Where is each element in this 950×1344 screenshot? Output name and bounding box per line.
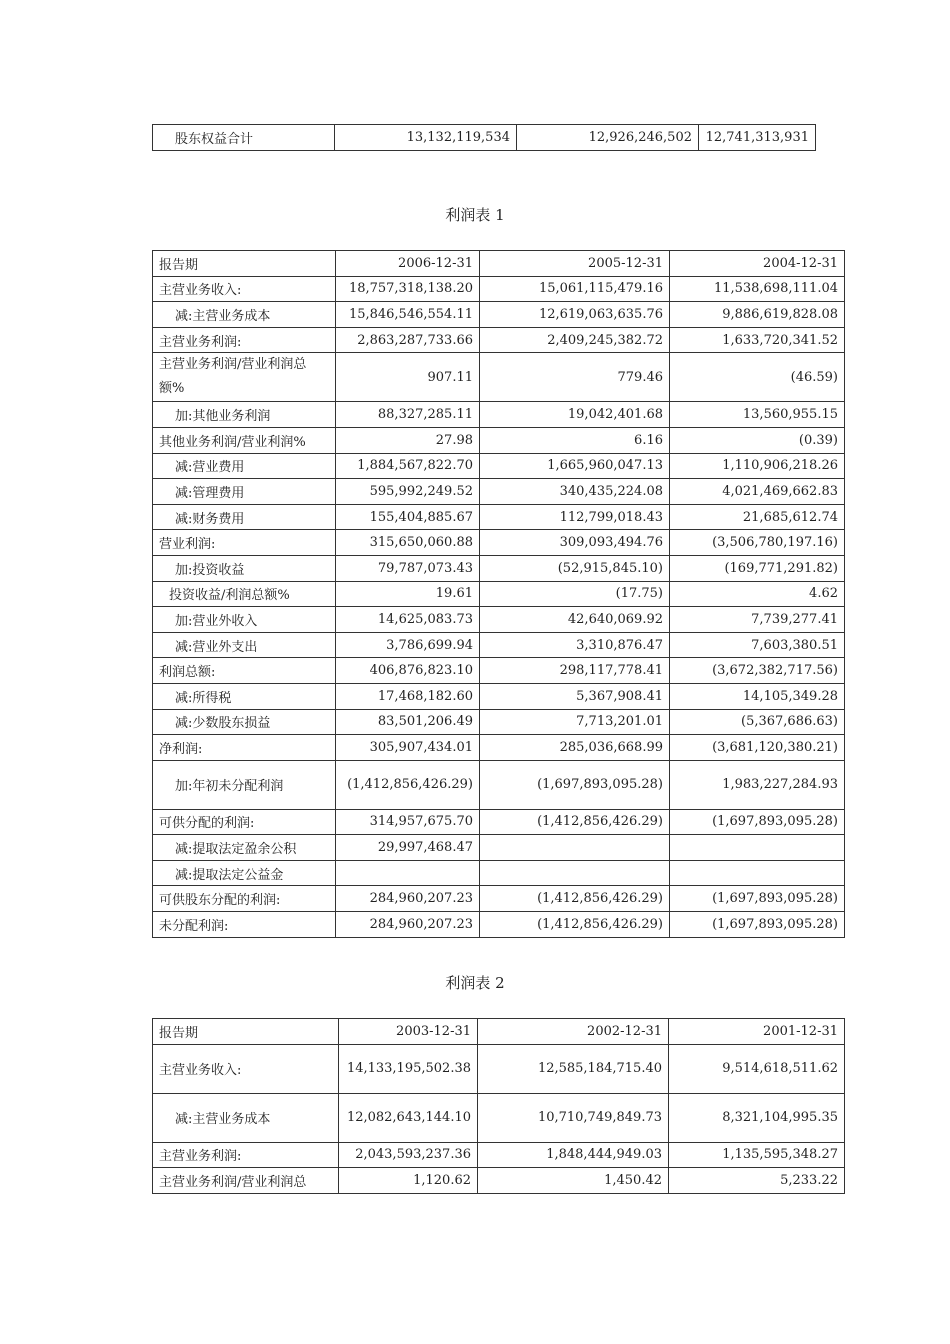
cell-value: 42,640,069.92 bbox=[480, 607, 670, 633]
cell-value: 15,061,115,479.16 bbox=[480, 276, 670, 302]
cell-value: 19.61 bbox=[336, 581, 480, 607]
cell-value: 14,133,195,502.38 bbox=[339, 1044, 478, 1093]
cell-value: 7,713,201.01 bbox=[480, 709, 670, 735]
cell-value: 779.46 bbox=[480, 353, 670, 402]
cell-value: 14,625,083.73 bbox=[336, 607, 480, 633]
cell-value: (52,915,845.10) bbox=[480, 555, 670, 581]
cell-value: 1,983,227,284.93 bbox=[670, 760, 845, 809]
income-table-1 bbox=[152, 250, 845, 938]
cell-value: 88,327,285.11 bbox=[336, 402, 480, 428]
table-row bbox=[153, 1093, 845, 1142]
header-label: 报告期 bbox=[153, 1019, 339, 1045]
table-row bbox=[153, 912, 845, 938]
cell-value bbox=[480, 835, 670, 861]
cell-value: 79,787,073.43 bbox=[336, 555, 480, 581]
table-row bbox=[153, 709, 845, 735]
cell-value: 340,435,224.08 bbox=[480, 479, 670, 505]
header-date: 2005-12-31 bbox=[480, 251, 670, 277]
row-label: 加:投资收益 bbox=[153, 555, 336, 581]
cell-value: (1,697,893,095.28) bbox=[670, 912, 845, 938]
cell-value: 1,633,720,341.52 bbox=[670, 327, 845, 353]
row-label: 加:其他业务利润 bbox=[153, 402, 336, 428]
row-label: 投资收益/利润总额% bbox=[153, 581, 336, 607]
header-date: 2001-12-31 bbox=[669, 1019, 845, 1045]
cell-value: 907.11 bbox=[336, 353, 480, 402]
row-label: 其他业务利润/营业利润% bbox=[153, 427, 336, 453]
cell-value: (46.59) bbox=[670, 353, 845, 402]
row-label: 减:营业费用 bbox=[153, 453, 336, 479]
table-row bbox=[153, 658, 845, 684]
cell-value: 284,960,207.23 bbox=[336, 912, 480, 938]
table-row bbox=[153, 555, 845, 581]
table-row bbox=[153, 327, 845, 353]
row-label: 减:管理费用 bbox=[153, 479, 336, 505]
row-label: 主营业务收入: bbox=[153, 276, 336, 302]
cell-value: 9,514,618,511.62 bbox=[669, 1044, 845, 1093]
cell-value: (169,771,291.82) bbox=[670, 555, 845, 581]
cell-value: 18,757,318,138.20 bbox=[336, 276, 480, 302]
cell-value: 6.16 bbox=[480, 427, 670, 453]
cell-value: 315,650,060.88 bbox=[336, 530, 480, 556]
table-row bbox=[153, 632, 845, 658]
row-label: 营业利润: bbox=[153, 530, 336, 556]
cell-value bbox=[670, 860, 845, 886]
table-row bbox=[153, 581, 845, 607]
cell-value: (3,506,780,197.16) bbox=[670, 530, 845, 556]
cell-value: 29,997,468.47 bbox=[336, 835, 480, 861]
cell-value: (1,412,856,426.29) bbox=[480, 886, 670, 912]
cell-value bbox=[670, 835, 845, 861]
cell-value: 21,685,612.74 bbox=[670, 504, 845, 530]
row-label: 股东权益合计 bbox=[153, 125, 335, 151]
cell-value: 1,135,595,348.27 bbox=[669, 1142, 845, 1168]
row-label: 主营业务收入: bbox=[153, 1044, 339, 1093]
cell-value: 5,367,908.41 bbox=[480, 683, 670, 709]
table-row bbox=[153, 809, 845, 835]
cell-value: (17.75) bbox=[480, 581, 670, 607]
cell-value: (3,672,382,717.56) bbox=[670, 658, 845, 684]
cell-value: (3,681,120,380.21) bbox=[670, 735, 845, 761]
cell-value: 12,741,313,931 bbox=[699, 125, 816, 151]
cell-value: (0.39) bbox=[670, 427, 845, 453]
table-row bbox=[153, 453, 845, 479]
table-row bbox=[153, 353, 845, 402]
cell-value: 17,468,182.60 bbox=[336, 683, 480, 709]
table-row bbox=[153, 125, 816, 151]
cell-value: 2,409,245,382.72 bbox=[480, 327, 670, 353]
cell-value: 8,321,104,995.35 bbox=[669, 1093, 845, 1142]
cell-value: (1,412,856,426.29) bbox=[480, 912, 670, 938]
table-row bbox=[153, 302, 845, 328]
row-label: 未分配利润: bbox=[153, 912, 336, 938]
cell-value bbox=[480, 860, 670, 886]
cell-value: 27.98 bbox=[336, 427, 480, 453]
cell-value: 14,105,349.28 bbox=[670, 683, 845, 709]
row-label: 主营业务利润: bbox=[153, 1142, 339, 1168]
header-date: 2003-12-31 bbox=[339, 1019, 478, 1045]
row-label: 可供分配的利润: bbox=[153, 809, 336, 835]
cell-value: 314,957,675.70 bbox=[336, 809, 480, 835]
cell-value: 406,876,823.10 bbox=[336, 658, 480, 684]
table-row bbox=[153, 886, 845, 912]
cell-value: 298,117,778.41 bbox=[480, 658, 670, 684]
cell-value: 13,132,119,534 bbox=[335, 125, 517, 151]
header-label: 报告期 bbox=[153, 251, 336, 277]
row-label: 减:所得税 bbox=[153, 683, 336, 709]
cell-value: 1,884,567,822.70 bbox=[336, 453, 480, 479]
cell-value: 10,710,749,849.73 bbox=[478, 1093, 669, 1142]
table-row bbox=[153, 683, 845, 709]
table-row bbox=[153, 1044, 845, 1093]
table-row bbox=[153, 504, 845, 530]
cell-value: (1,697,893,095.28) bbox=[670, 809, 845, 835]
row-label: 减:营业外支出 bbox=[153, 632, 336, 658]
row-label: 减:主营业务成本 bbox=[153, 1093, 339, 1142]
cell-value: 1,665,960,047.13 bbox=[480, 453, 670, 479]
row-label: 减:主营业务成本 bbox=[153, 302, 336, 328]
cell-value: 2,863,287,733.66 bbox=[336, 327, 480, 353]
cell-value: 1,450.42 bbox=[478, 1168, 669, 1194]
table-row bbox=[153, 402, 845, 428]
cell-value: (5,367,686.63) bbox=[670, 709, 845, 735]
table-row bbox=[153, 1142, 845, 1168]
cell-value: 1,848,444,949.03 bbox=[478, 1142, 669, 1168]
table-row bbox=[153, 479, 845, 505]
cell-value: 13,560,955.15 bbox=[670, 402, 845, 428]
cell-value: 11,538,698,111.04 bbox=[670, 276, 845, 302]
row-label: 主营业务利润/营业利润总额% bbox=[153, 353, 336, 402]
cell-value: (1,697,893,095.28) bbox=[670, 886, 845, 912]
cell-value: 12,926,246,502 bbox=[517, 125, 699, 151]
table-row bbox=[153, 427, 845, 453]
row-label: 加:营业外收入 bbox=[153, 607, 336, 633]
cell-value: 4.62 bbox=[670, 581, 845, 607]
cell-value: 284,960,207.23 bbox=[336, 886, 480, 912]
table-row bbox=[153, 530, 845, 556]
cell-value: 305,907,434.01 bbox=[336, 735, 480, 761]
equity-total-table bbox=[152, 124, 816, 151]
table-row bbox=[153, 276, 845, 302]
row-label: 加:年初未分配利润 bbox=[153, 760, 336, 809]
row-label: 主营业务利润/营业利润总 bbox=[153, 1168, 339, 1194]
table-row bbox=[153, 760, 845, 809]
row-label: 减:财务费用 bbox=[153, 504, 336, 530]
cell-value: 309,093,494.76 bbox=[480, 530, 670, 556]
cell-value: 595,992,249.52 bbox=[336, 479, 480, 505]
row-label: 可供股东分配的利润: bbox=[153, 886, 336, 912]
cell-value: 15,846,546,554.11 bbox=[336, 302, 480, 328]
cell-value bbox=[336, 860, 480, 886]
cell-value: 5,233.22 bbox=[669, 1168, 845, 1194]
table-header-row bbox=[153, 1019, 845, 1045]
income-table-2 bbox=[152, 1018, 845, 1194]
cell-value: 9,886,619,828.08 bbox=[670, 302, 845, 328]
cell-value: 2,043,593,237.36 bbox=[339, 1142, 478, 1168]
row-label: 减:少数股东损益 bbox=[153, 709, 336, 735]
cell-value: 83,501,206.49 bbox=[336, 709, 480, 735]
cell-value: (1,412,856,426.29) bbox=[480, 809, 670, 835]
header-date: 2004-12-31 bbox=[670, 251, 845, 277]
cell-value: 19,042,401.68 bbox=[480, 402, 670, 428]
row-label: 主营业务利润: bbox=[153, 327, 336, 353]
row-label: 减:提取法定公益金 bbox=[153, 860, 336, 886]
cell-value: 4,021,469,662.83 bbox=[670, 479, 845, 505]
row-label: 利润总额: bbox=[153, 658, 336, 684]
cell-value: 12,619,063,635.76 bbox=[480, 302, 670, 328]
row-label: 减:提取法定盈余公积 bbox=[153, 835, 336, 861]
cell-value: 3,310,876.47 bbox=[480, 632, 670, 658]
cell-value: (1,412,856,426.29) bbox=[336, 760, 480, 809]
table-row bbox=[153, 1168, 845, 1194]
table-row bbox=[153, 735, 845, 761]
cell-value: 3,786,699.94 bbox=[336, 632, 480, 658]
table-row bbox=[153, 860, 845, 886]
cell-value: 285,036,668.99 bbox=[480, 735, 670, 761]
row-label: 净利润: bbox=[153, 735, 336, 761]
header-date: 2006-12-31 bbox=[336, 251, 480, 277]
table-header-row bbox=[153, 251, 845, 277]
cell-value: 155,404,885.67 bbox=[336, 504, 480, 530]
table-row bbox=[153, 835, 845, 861]
header-date: 2002-12-31 bbox=[478, 1019, 669, 1045]
table-row bbox=[153, 607, 845, 633]
cell-value: 12,082,643,144.10 bbox=[339, 1093, 478, 1142]
cell-value: 1,110,906,218.26 bbox=[670, 453, 845, 479]
cell-value: 112,799,018.43 bbox=[480, 504, 670, 530]
cell-value: 7,739,277.41 bbox=[670, 607, 845, 633]
cell-value: 12,585,184,715.40 bbox=[478, 1044, 669, 1093]
cell-value: (1,697,893,095.28) bbox=[480, 760, 670, 809]
cell-value: 7,603,380.51 bbox=[670, 632, 845, 658]
income-table-2-title: 利润表 2 bbox=[445, 974, 505, 992]
income-table-1-title: 利润表 1 bbox=[445, 206, 505, 224]
cell-value: 1,120.62 bbox=[339, 1168, 478, 1194]
